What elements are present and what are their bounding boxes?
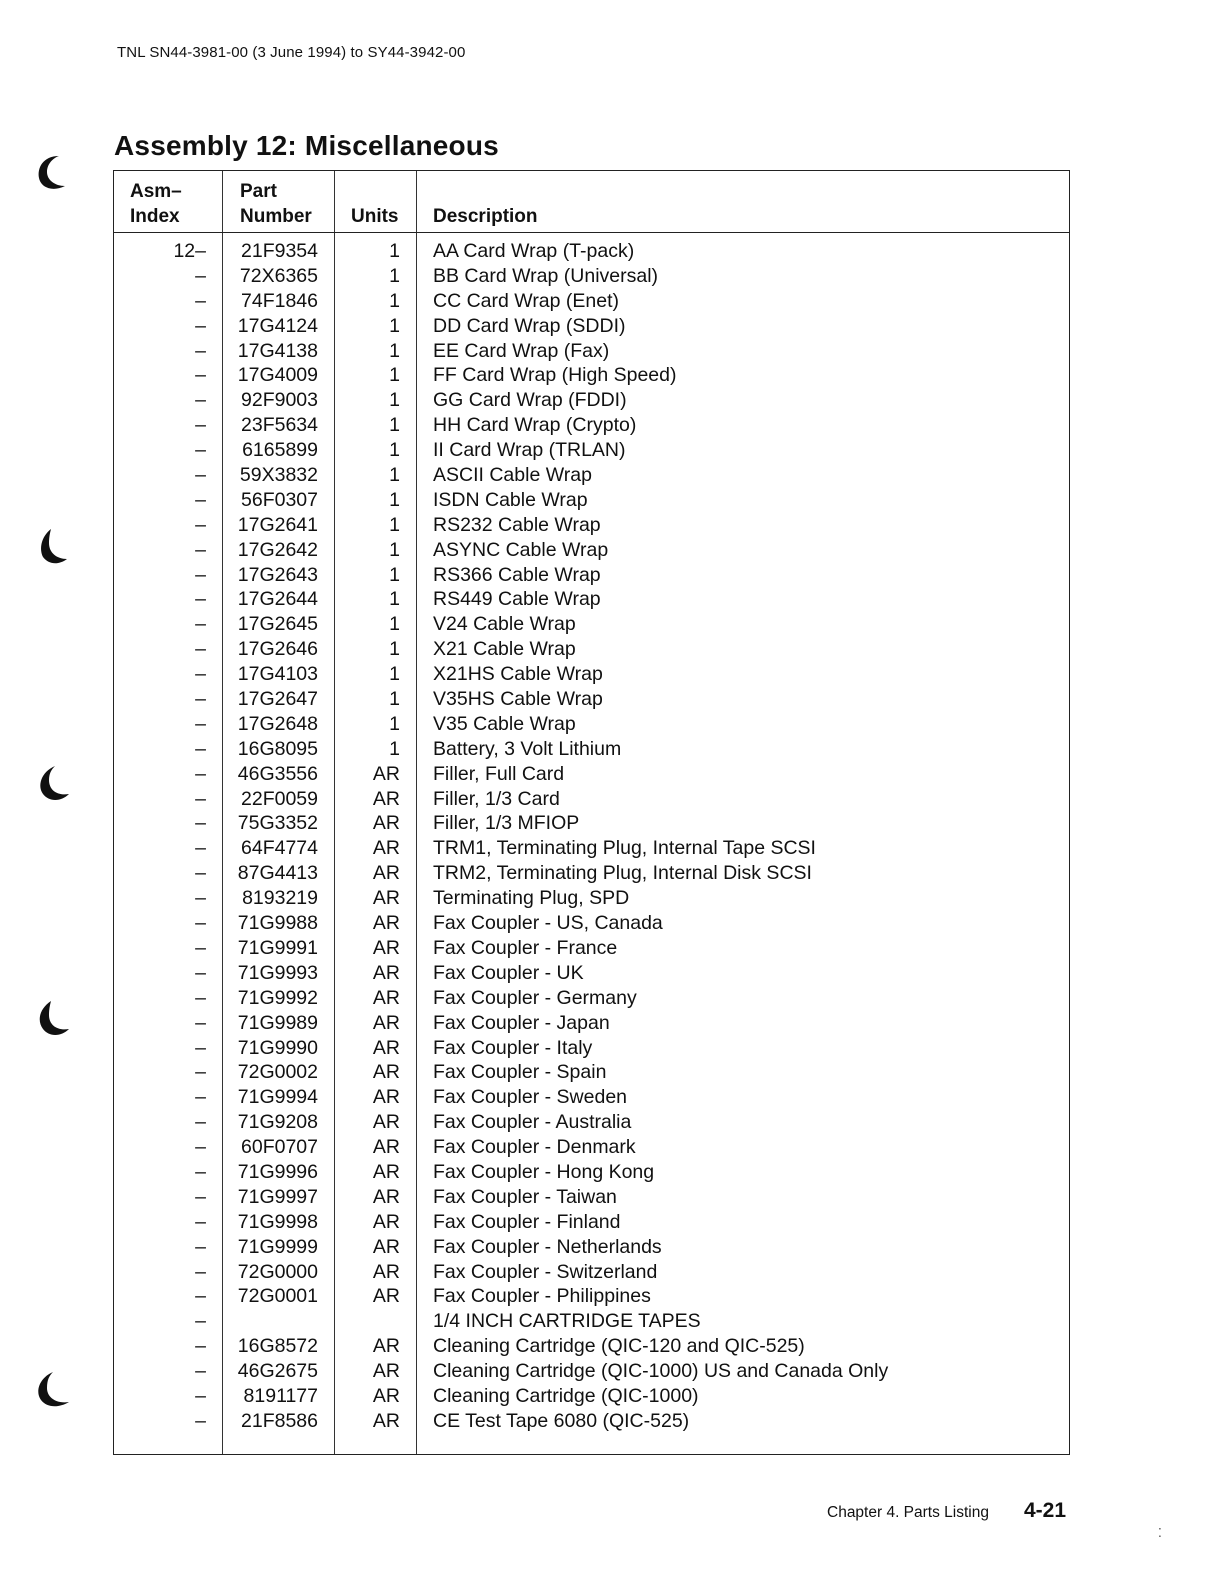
cell-units: 1: [389, 737, 400, 760]
cell-description: ASYNC Cable Wrap: [433, 538, 609, 561]
cell-asm-index: –: [195, 588, 206, 611]
binder-hole-mark: [29, 150, 73, 194]
table-row: [114, 563, 1069, 588]
cell-units: AR: [372, 1235, 400, 1258]
cell-units: 1: [389, 688, 400, 711]
cell-part-number: 6165899: [242, 439, 318, 462]
cell-part-number: 56F0307: [241, 488, 318, 511]
cell-asm-index: –: [195, 1310, 206, 1333]
cell-description: Fax Coupler - Italy: [433, 1036, 593, 1059]
table-row: [114, 413, 1069, 438]
cell-part-number: 72X6365: [239, 264, 318, 287]
table-row: [114, 513, 1069, 538]
cell-part-number: 71G9993: [237, 961, 318, 984]
table-row: [114, 811, 1069, 836]
running-head: TNL SN44-3981-00 (3 June 1994) to SY44-3942-00: [117, 44, 466, 61]
cell-units: 1: [389, 538, 400, 561]
parts-table: [113, 170, 1070, 1455]
cell-asm-index: –: [195, 563, 206, 586]
table-row: [114, 388, 1069, 413]
cell-asm-index: –: [195, 613, 206, 636]
table-row: [114, 1359, 1069, 1384]
cell-asm-index: –: [195, 1260, 206, 1283]
cell-units: 1: [389, 563, 400, 586]
cell-description: Fax Coupler - US, Canada: [433, 912, 663, 935]
table-row: [114, 1284, 1069, 1309]
cell-part-number: 71G9988: [237, 912, 318, 935]
cell-description: EE Card Wrap (Fax): [433, 339, 610, 362]
cell-part-number: 46G3556: [237, 762, 318, 785]
cell-part-number: 8193219: [242, 887, 318, 910]
cell-asm-index: –: [195, 513, 206, 536]
cell-units: 1: [389, 339, 400, 362]
cell-part-number: 17G4138: [237, 339, 318, 362]
cell-description: Fax Coupler - Denmark: [433, 1136, 636, 1159]
cell-units: AR: [372, 1210, 400, 1233]
binder-hole-mark: [29, 525, 73, 569]
cell-units: 1: [389, 414, 400, 437]
cell-asm-index: –: [195, 339, 206, 362]
cell-asm-index: –: [195, 887, 206, 910]
cell-asm-index: –: [195, 1235, 206, 1258]
cell-units: AR: [372, 887, 400, 910]
table-row: [114, 637, 1069, 662]
cell-units: AR: [372, 762, 400, 785]
cell-asm-index: –: [195, 439, 206, 462]
cell-part-number: 21F9354: [241, 240, 318, 262]
cell-part-number: 71G9992: [237, 986, 318, 1009]
cell-part-number: 72G0001: [237, 1285, 318, 1308]
table-row: [114, 339, 1069, 364]
cell-asm-index: –: [195, 488, 206, 511]
footer-page-number: 4-21: [1024, 1499, 1067, 1522]
header-asm-index: [130, 179, 182, 229]
table-row: [114, 886, 1069, 911]
cell-part-number: 71G9990: [237, 1036, 318, 1059]
table-row: [114, 264, 1069, 289]
cell-units: 1: [389, 712, 400, 735]
cell-units: AR: [372, 1061, 400, 1084]
cell-description: Fax Coupler - UK: [433, 961, 584, 984]
cell-units: AR: [372, 837, 400, 860]
cell-description: Fax Coupler - Netherlands: [433, 1235, 662, 1258]
cell-units: 1: [389, 314, 400, 337]
cell-part-number: 22F0059: [241, 787, 318, 810]
table-row: [114, 712, 1069, 737]
cell-asm-index: 12–: [173, 240, 206, 262]
cell-part-number: 92F9003: [241, 389, 318, 412]
cell-part-number: 74F1846: [241, 289, 318, 312]
cell-part-number: 71G9997: [237, 1185, 318, 1208]
cell-units: AR: [372, 787, 400, 810]
cell-description: ISDN Cable Wrap: [433, 488, 588, 511]
cell-asm-index: –: [195, 737, 206, 760]
cell-asm-index: –: [195, 1360, 206, 1383]
cell-description: TRM2, Terminating Plug, Internal Disk SCSI: [433, 862, 812, 885]
binder-hole-mark: [29, 762, 73, 806]
cell-part-number: 23F5634: [241, 414, 318, 437]
cell-description: GG Card Wrap (FDDI): [433, 389, 627, 412]
table-row: [114, 289, 1069, 314]
section-title: Assembly 12: Miscellaneous: [114, 130, 499, 161]
cell-part-number: 60F0707: [241, 1136, 318, 1159]
table-body: [114, 239, 1069, 1434]
cell-part-number: 64F4774: [241, 837, 318, 860]
cell-description: V35 Cable Wrap: [433, 712, 576, 735]
table-row: [114, 587, 1069, 612]
header-asm-index-text: Asm– Index: [130, 181, 182, 227]
cell-asm-index: –: [195, 1185, 206, 1208]
cell-asm-index: –: [195, 1160, 206, 1183]
cell-asm-index: –: [195, 638, 206, 661]
table-row: [114, 1334, 1069, 1359]
cell-units: AR: [372, 1409, 400, 1432]
cell-description: Fax Coupler - Australia: [433, 1111, 632, 1134]
cell-description: ASCII Cable Wrap: [433, 464, 592, 487]
cell-description: V35HS Cable Wrap: [433, 688, 603, 711]
cell-asm-index: –: [195, 538, 206, 561]
cell-units: 1: [389, 240, 400, 262]
cell-description: FF Card Wrap (High Speed): [433, 364, 677, 387]
table-row: [114, 463, 1069, 488]
cell-asm-index: –: [195, 1384, 206, 1407]
scan-speck-mark: ⁚: [1158, 1526, 1162, 1540]
table-row: [114, 1085, 1069, 1110]
cell-description: Fax Coupler - Hong Kong: [433, 1160, 655, 1183]
cell-units: AR: [372, 1285, 400, 1308]
table-row: [114, 687, 1069, 712]
cell-part-number: 71G9996: [237, 1160, 318, 1183]
cell-asm-index: –: [195, 1285, 206, 1308]
cell-asm-index: –: [195, 663, 206, 686]
table-row: [114, 488, 1069, 513]
cell-asm-index: –: [195, 1111, 206, 1134]
header-rule: [114, 232, 1069, 233]
cell-description: Fax Coupler - France: [433, 936, 618, 959]
cell-description: AA Card Wrap (T-pack): [433, 240, 635, 262]
cell-asm-index: –: [195, 712, 206, 735]
cell-part-number: 17G2647: [237, 688, 318, 711]
cell-asm-index: –: [195, 364, 206, 387]
cell-asm-index: –: [195, 289, 206, 312]
cell-part-number: 71G9999: [237, 1235, 318, 1258]
cell-description: RS449 Cable Wrap: [433, 588, 601, 611]
cell-units: AR: [372, 986, 400, 1009]
table-row: [114, 1235, 1069, 1260]
cell-units: 1: [389, 264, 400, 287]
cell-part-number: 16G8572: [237, 1335, 318, 1358]
table-row: [114, 612, 1069, 637]
table-row: [114, 1210, 1069, 1235]
cell-description: CE Test Tape 6080 (QIC-525): [433, 1409, 690, 1432]
table-row: [114, 762, 1069, 787]
cell-units: AR: [372, 1111, 400, 1134]
cell-asm-index: –: [195, 464, 206, 487]
table-row: [114, 961, 1069, 986]
cell-units: 1: [389, 613, 400, 636]
cell-units: AR: [372, 1185, 400, 1208]
table-row: [114, 836, 1069, 861]
cell-asm-index: –: [195, 1011, 206, 1034]
cell-asm-index: –: [195, 1036, 206, 1059]
cell-description: TRM1, Terminating Plug, Internal Tape SCSI: [433, 837, 816, 860]
binder-hole-mark: [29, 1368, 73, 1412]
cell-units: AR: [372, 1011, 400, 1034]
cell-asm-index: –: [195, 1335, 206, 1358]
cell-asm-index: –: [195, 1210, 206, 1233]
table-row: [114, 314, 1069, 339]
cell-part-number: 17G2648: [237, 712, 318, 735]
cell-asm-index: –: [195, 862, 206, 885]
cell-description: Filler, 1/3 Card: [433, 787, 560, 810]
cell-asm-index: –: [195, 986, 206, 1009]
cell-asm-index: –: [195, 688, 206, 711]
table-row: [114, 1384, 1069, 1409]
header-units: Units: [351, 206, 399, 227]
cell-description: RS366 Cable Wrap: [433, 563, 601, 586]
cell-description: BB Card Wrap (Universal): [433, 264, 659, 287]
table-row: [114, 737, 1069, 762]
table-row: [114, 936, 1069, 961]
cell-asm-index: –: [195, 837, 206, 860]
cell-description: Cleaning Cartridge (QIC-1000): [433, 1384, 699, 1407]
cell-asm-index: –: [195, 762, 206, 785]
cell-description: HH Card Wrap (Crypto): [433, 414, 637, 437]
cell-part-number: 72G0000: [237, 1260, 318, 1283]
table-row: [114, 1260, 1069, 1285]
cell-part-number: 71G9998: [237, 1210, 318, 1233]
cell-units: AR: [372, 1384, 400, 1407]
cell-units: AR: [372, 1036, 400, 1059]
cell-part-number: 17G2644: [237, 588, 318, 611]
table-row: [114, 538, 1069, 563]
cell-units: AR: [372, 862, 400, 885]
table-row: [114, 1060, 1069, 1085]
cell-part-number: 16G8095: [237, 737, 318, 760]
cell-description: Fax Coupler - Taiwan: [433, 1185, 617, 1208]
cell-description: Filler, Full Card: [433, 762, 565, 785]
binder-hole-mark: [29, 997, 73, 1041]
table-row: [114, 1160, 1069, 1185]
cell-units: AR: [372, 936, 400, 959]
cell-asm-index: –: [195, 1136, 206, 1159]
cell-asm-index: –: [195, 389, 206, 412]
cell-asm-index: –: [195, 936, 206, 959]
cell-units: AR: [372, 1136, 400, 1159]
cell-description: X21 Cable Wrap: [433, 638, 576, 661]
cell-description: Fax Coupler - Switzerland: [433, 1260, 658, 1283]
cell-part-number: 75G3352: [237, 812, 318, 835]
table-row: [114, 861, 1069, 886]
cell-units: AR: [372, 912, 400, 935]
cell-units: 1: [389, 464, 400, 487]
cell-description: Cleaning Cartridge (QIC-120 and QIC-525): [433, 1335, 805, 1358]
cell-units: 1: [389, 439, 400, 462]
header-description: Description: [433, 206, 538, 227]
cell-description: Filler, 1/3 MFIOP: [433, 812, 580, 835]
cell-part-number: 71G9991: [237, 936, 318, 959]
cell-part-number: 72G0002: [237, 1061, 318, 1084]
cell-description: Fax Coupler - Spain: [433, 1061, 607, 1084]
cell-units: AR: [372, 1086, 400, 1109]
cell-asm-index: –: [195, 264, 206, 287]
cell-part-number: 21F8586: [241, 1409, 318, 1432]
cell-description: 1/4 INCH CARTRIDGE TAPES: [433, 1310, 701, 1333]
table-row: [114, 1185, 1069, 1210]
cell-asm-index: –: [195, 961, 206, 984]
cell-asm-index: –: [195, 314, 206, 337]
cell-units: AR: [372, 961, 400, 984]
header-part-number-text: Part Number: [240, 181, 312, 227]
cell-part-number: 8191177: [243, 1384, 318, 1407]
cell-part-number: 87G4413: [237, 862, 318, 885]
cell-units: 1: [389, 488, 400, 511]
table-row: [114, 986, 1069, 1011]
cell-description: V24 Cable Wrap: [433, 613, 576, 636]
table-row: [114, 1011, 1069, 1036]
cell-asm-index: –: [195, 912, 206, 935]
table-row: [114, 1409, 1069, 1434]
table-row: [114, 438, 1069, 463]
table-row: [114, 1036, 1069, 1061]
cell-asm-index: –: [195, 414, 206, 437]
cell-part-number: 71G9208: [237, 1111, 318, 1134]
cell-units: AR: [372, 1335, 400, 1358]
footer-chapter: Chapter 4. Parts Listing: [827, 1504, 989, 1521]
cell-units: AR: [372, 1360, 400, 1383]
cell-part-number: 46G2675: [237, 1360, 318, 1383]
cell-part-number: 17G4103: [237, 663, 318, 686]
cell-asm-index: –: [195, 1086, 206, 1109]
table-row: [114, 1135, 1069, 1160]
cell-part-number: 59X3832: [239, 464, 318, 487]
cell-part-number: 71G9989: [237, 1011, 318, 1034]
cell-units: AR: [372, 1160, 400, 1183]
cell-asm-index: –: [195, 812, 206, 835]
cell-part-number: 17G4009: [237, 364, 318, 387]
cell-units: 1: [389, 638, 400, 661]
cell-asm-index: –: [195, 1061, 206, 1084]
cell-description: Fax Coupler - Japan: [433, 1011, 610, 1034]
header-part-number: [240, 179, 312, 229]
cell-description: Fax Coupler - Finland: [433, 1210, 621, 1233]
cell-asm-index: –: [195, 787, 206, 810]
cell-description: RS232 Cable Wrap: [433, 513, 601, 536]
cell-description: Fax Coupler - Sweden: [433, 1086, 628, 1109]
cell-description: Battery, 3 Volt Lithium: [433, 737, 622, 760]
cell-description: Fax Coupler - Germany: [433, 986, 637, 1009]
cell-units: 1: [389, 289, 400, 312]
table-row: [114, 787, 1069, 812]
table-row: [114, 1110, 1069, 1135]
table-row: [114, 1309, 1069, 1334]
cell-part-number: 17G2646: [237, 638, 318, 661]
cell-part-number: 17G2641: [237, 513, 318, 536]
cell-units: 1: [389, 663, 400, 686]
table-row: [114, 363, 1069, 388]
cell-part-number: 17G2643: [237, 563, 318, 586]
cell-units: 1: [389, 389, 400, 412]
cell-description: Cleaning Cartridge (QIC-1000) US and Canada Only: [433, 1360, 889, 1383]
cell-part-number: 17G2642: [237, 538, 318, 561]
cell-units: 1: [389, 364, 400, 387]
cell-description: Terminating Plug, SPD: [433, 887, 630, 910]
cell-description: DD Card Wrap (SDDI): [433, 314, 626, 337]
cell-description: CC Card Wrap (Enet): [433, 289, 620, 312]
cell-description: Fax Coupler - Philippines: [433, 1285, 651, 1308]
cell-part-number: 17G2645: [237, 613, 318, 636]
cell-units: AR: [372, 1260, 400, 1283]
table-row: [114, 662, 1069, 687]
cell-units: 1: [389, 513, 400, 536]
cell-part-number: 71G9994: [237, 1086, 318, 1109]
cell-description: II Card Wrap (TRLAN): [433, 439, 626, 462]
cell-part-number: 17G4124: [237, 314, 318, 337]
table-row: [114, 239, 1069, 264]
cell-units: 1: [389, 588, 400, 611]
table-row: [114, 911, 1069, 936]
cell-units: AR: [372, 812, 400, 835]
cell-description: X21HS Cable Wrap: [433, 663, 603, 686]
cell-asm-index: –: [195, 1409, 206, 1432]
